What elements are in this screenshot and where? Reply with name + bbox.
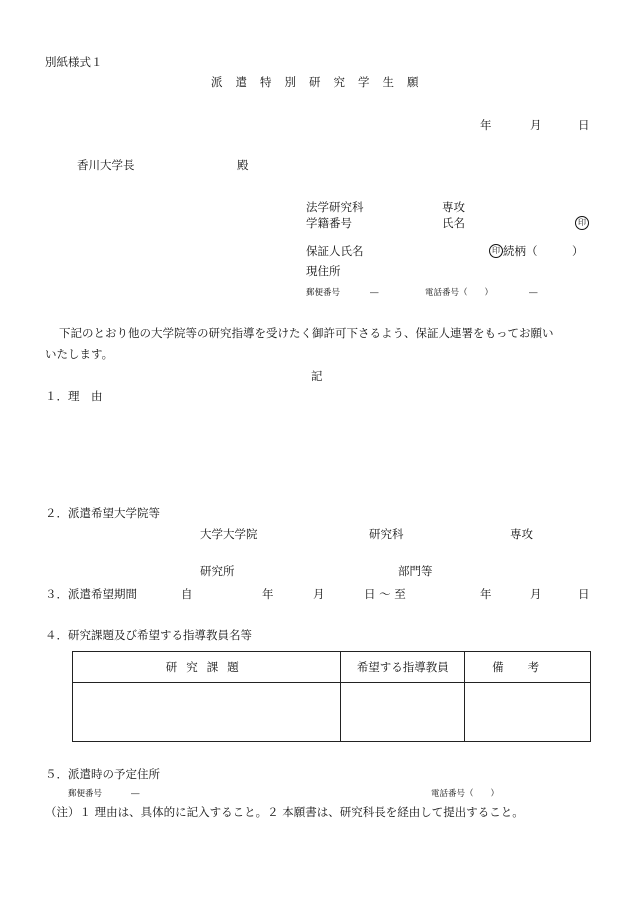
section5-postal-label: 郵便番号 [68, 789, 103, 799]
date-month-label: 月 [530, 118, 542, 132]
department-label: 部門等 [398, 564, 433, 578]
major-label: 専攻 [510, 527, 533, 541]
column-remarks: 備考 [465, 652, 591, 683]
period-year1-label: 年 [262, 587, 274, 601]
period-day2-label: 日 [578, 587, 590, 601]
addressee-honorific: 殿 [237, 158, 249, 172]
postal-code-dash: ― [370, 288, 379, 298]
applicant-seal-icon [575, 216, 589, 230]
period-day1-to-label: 日 〜 至 [364, 587, 406, 601]
guarantor-name-label: 保証人氏名 [306, 244, 364, 258]
request-text-line2: いたします。 [45, 347, 114, 361]
research-topic-table [72, 651, 591, 742]
applicant-major: 専攻 [442, 200, 465, 214]
phone-number-dash: ― [529, 288, 538, 298]
phone-number-label: 電話番号（ ） [425, 288, 494, 298]
applicant-school: 法学研究科 [306, 200, 364, 214]
applicant-name-label: 氏名 [442, 216, 465, 230]
remarks-cell[interactable] [465, 683, 591, 742]
student-number-label: 学籍番号 [306, 216, 352, 230]
university-label: 大学大学院 [200, 527, 258, 541]
advisor-cell[interactable] [341, 683, 465, 742]
date-year-label: 年 [480, 118, 492, 132]
column-research-topic: 研究課題 [73, 652, 341, 683]
postal-code-label: 郵便番号 [306, 288, 341, 298]
period-from-label: 自 [181, 587, 193, 601]
ki-marker: 記 [311, 369, 323, 383]
guarantor-seal-mark: 印 [489, 244, 503, 258]
seal-mark: 印 [575, 216, 589, 230]
date-day-label: 日 [578, 118, 590, 132]
graduate-school-label: 研究科 [369, 527, 404, 541]
table-header-row [73, 652, 591, 683]
guarantor-relation-label: 続柄（ ） [503, 244, 584, 258]
footnote: （注）１ 理由は、具体的に記入すること。２ 本願書は、研究科長を経由して提出すること。 [45, 805, 524, 819]
section1-heading: １．理 由 [45, 389, 103, 403]
section5-postal-dash: ― [131, 789, 140, 799]
period-month2-label: 月 [530, 587, 542, 601]
column-advisor: 希望する指導教員 [341, 652, 465, 683]
guarantor-seal-icon [489, 244, 503, 258]
addressee-name: 香川大学長 [77, 158, 135, 172]
period-month1-label: 月 [313, 587, 325, 601]
section2-heading: ２．派遣希望大学院等 [45, 506, 160, 520]
current-address-label: 現住所 [306, 264, 341, 278]
section5-phone-label: 電話番号（ ） [431, 789, 500, 799]
request-text-line1: 下記のとおり他の大学院等の研究指導を受けたく御許可下さるよう、保証人連署をもってお願い [59, 326, 554, 340]
section4-heading: ４．研究課題及び希望する指導教員名等 [45, 628, 252, 642]
institute-label: 研究所 [200, 564, 235, 578]
research-topic-cell[interactable] [73, 683, 341, 742]
period-year2-label: 年 [480, 587, 492, 601]
document-title: 派遣特別研究学生願 [211, 75, 432, 89]
table-row [73, 683, 591, 742]
section5-heading: ５．派遣時の予定住所 [45, 767, 160, 781]
section3-heading: ３．派遣希望期間 [45, 587, 137, 601]
form-number: 別紙様式１ [45, 55, 103, 69]
